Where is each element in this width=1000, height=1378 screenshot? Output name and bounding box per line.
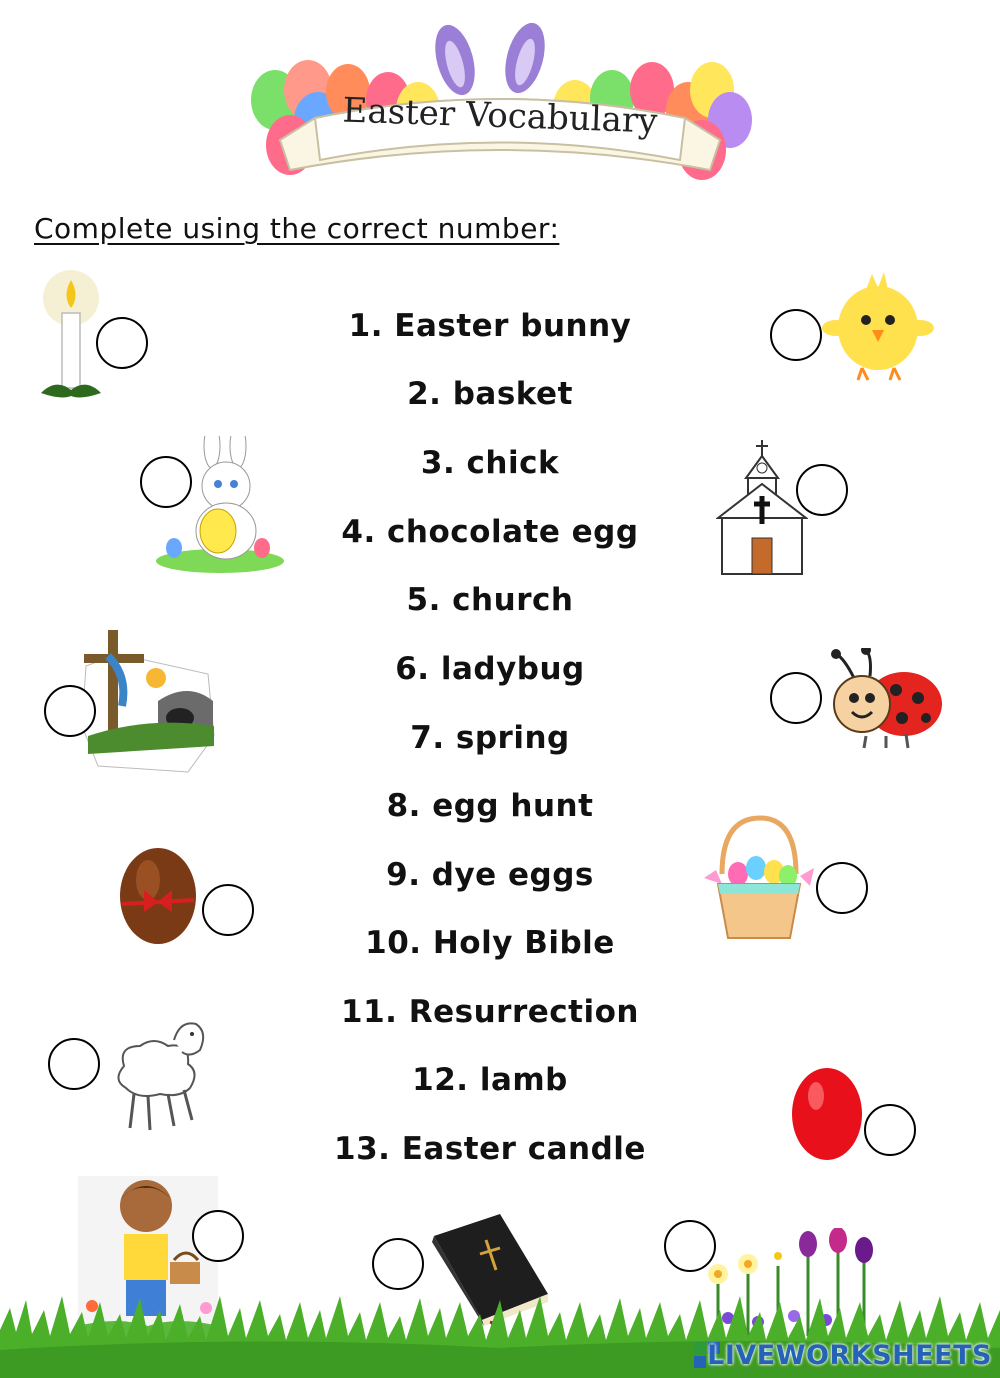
- vocab-item-12: 12. lamb: [412, 1062, 568, 1098]
- vocab-item-9: 9. dye eggs: [386, 857, 594, 893]
- answer-circle-red-egg[interactable]: [864, 1104, 916, 1156]
- ladybug-picture: [826, 648, 946, 752]
- answer-circle-chocolate-egg[interactable]: [202, 884, 254, 936]
- red-egg-picture: [790, 1066, 864, 1162]
- vocab-item-3: 3. chick: [420, 445, 560, 481]
- instruction-text: Complete using the correct number:: [34, 212, 560, 245]
- vocab-item-1: 1. Easter bunny: [348, 308, 632, 344]
- chocolate-egg-picture: [116, 840, 200, 946]
- answer-circle-lamb[interactable]: [48, 1038, 100, 1090]
- vocab-item-10: 10. Holy Bible: [365, 925, 615, 961]
- vocab-item-6: 6. ladybug: [395, 651, 585, 687]
- answer-circle-ladybug[interactable]: [770, 672, 822, 724]
- answer-circle-chick[interactable]: [770, 309, 822, 361]
- chick-picture: [822, 270, 934, 382]
- answer-circle-basket[interactable]: [816, 862, 868, 914]
- answer-circle-bible[interactable]: [372, 1238, 424, 1290]
- banner-title: Easter Vocabulary: [341, 90, 659, 142]
- answer-circle-spring-flowers[interactable]: [664, 1220, 716, 1272]
- vocab-item-13: 13. Easter candle: [334, 1131, 646, 1167]
- vocab-item-7: 7. spring: [410, 720, 570, 756]
- liveworksheets-brand: LIVEWORKSHEETS: [707, 1340, 992, 1371]
- basket-picture: [700, 814, 818, 944]
- vocab-item-5: 5. church: [406, 582, 574, 618]
- vocab-item-11: 11. Resurrection: [341, 994, 639, 1030]
- answer-circle-egg-hunt-boy[interactable]: [192, 1210, 244, 1262]
- answer-circle-candle[interactable]: [96, 317, 148, 369]
- lamb-picture: [104, 1016, 214, 1134]
- vocab-item-4: 4. chocolate egg: [341, 514, 639, 550]
- answer-circle-resurrection[interactable]: [44, 685, 96, 737]
- answer-circle-bunny[interactable]: [140, 456, 192, 508]
- church-picture: [716, 438, 808, 576]
- resurrection-picture: [78, 626, 218, 778]
- answer-circle-church[interactable]: [796, 464, 848, 516]
- vocab-item-8: 8. egg hunt: [386, 788, 594, 824]
- vocab-item-2: 2. basket: [407, 376, 573, 412]
